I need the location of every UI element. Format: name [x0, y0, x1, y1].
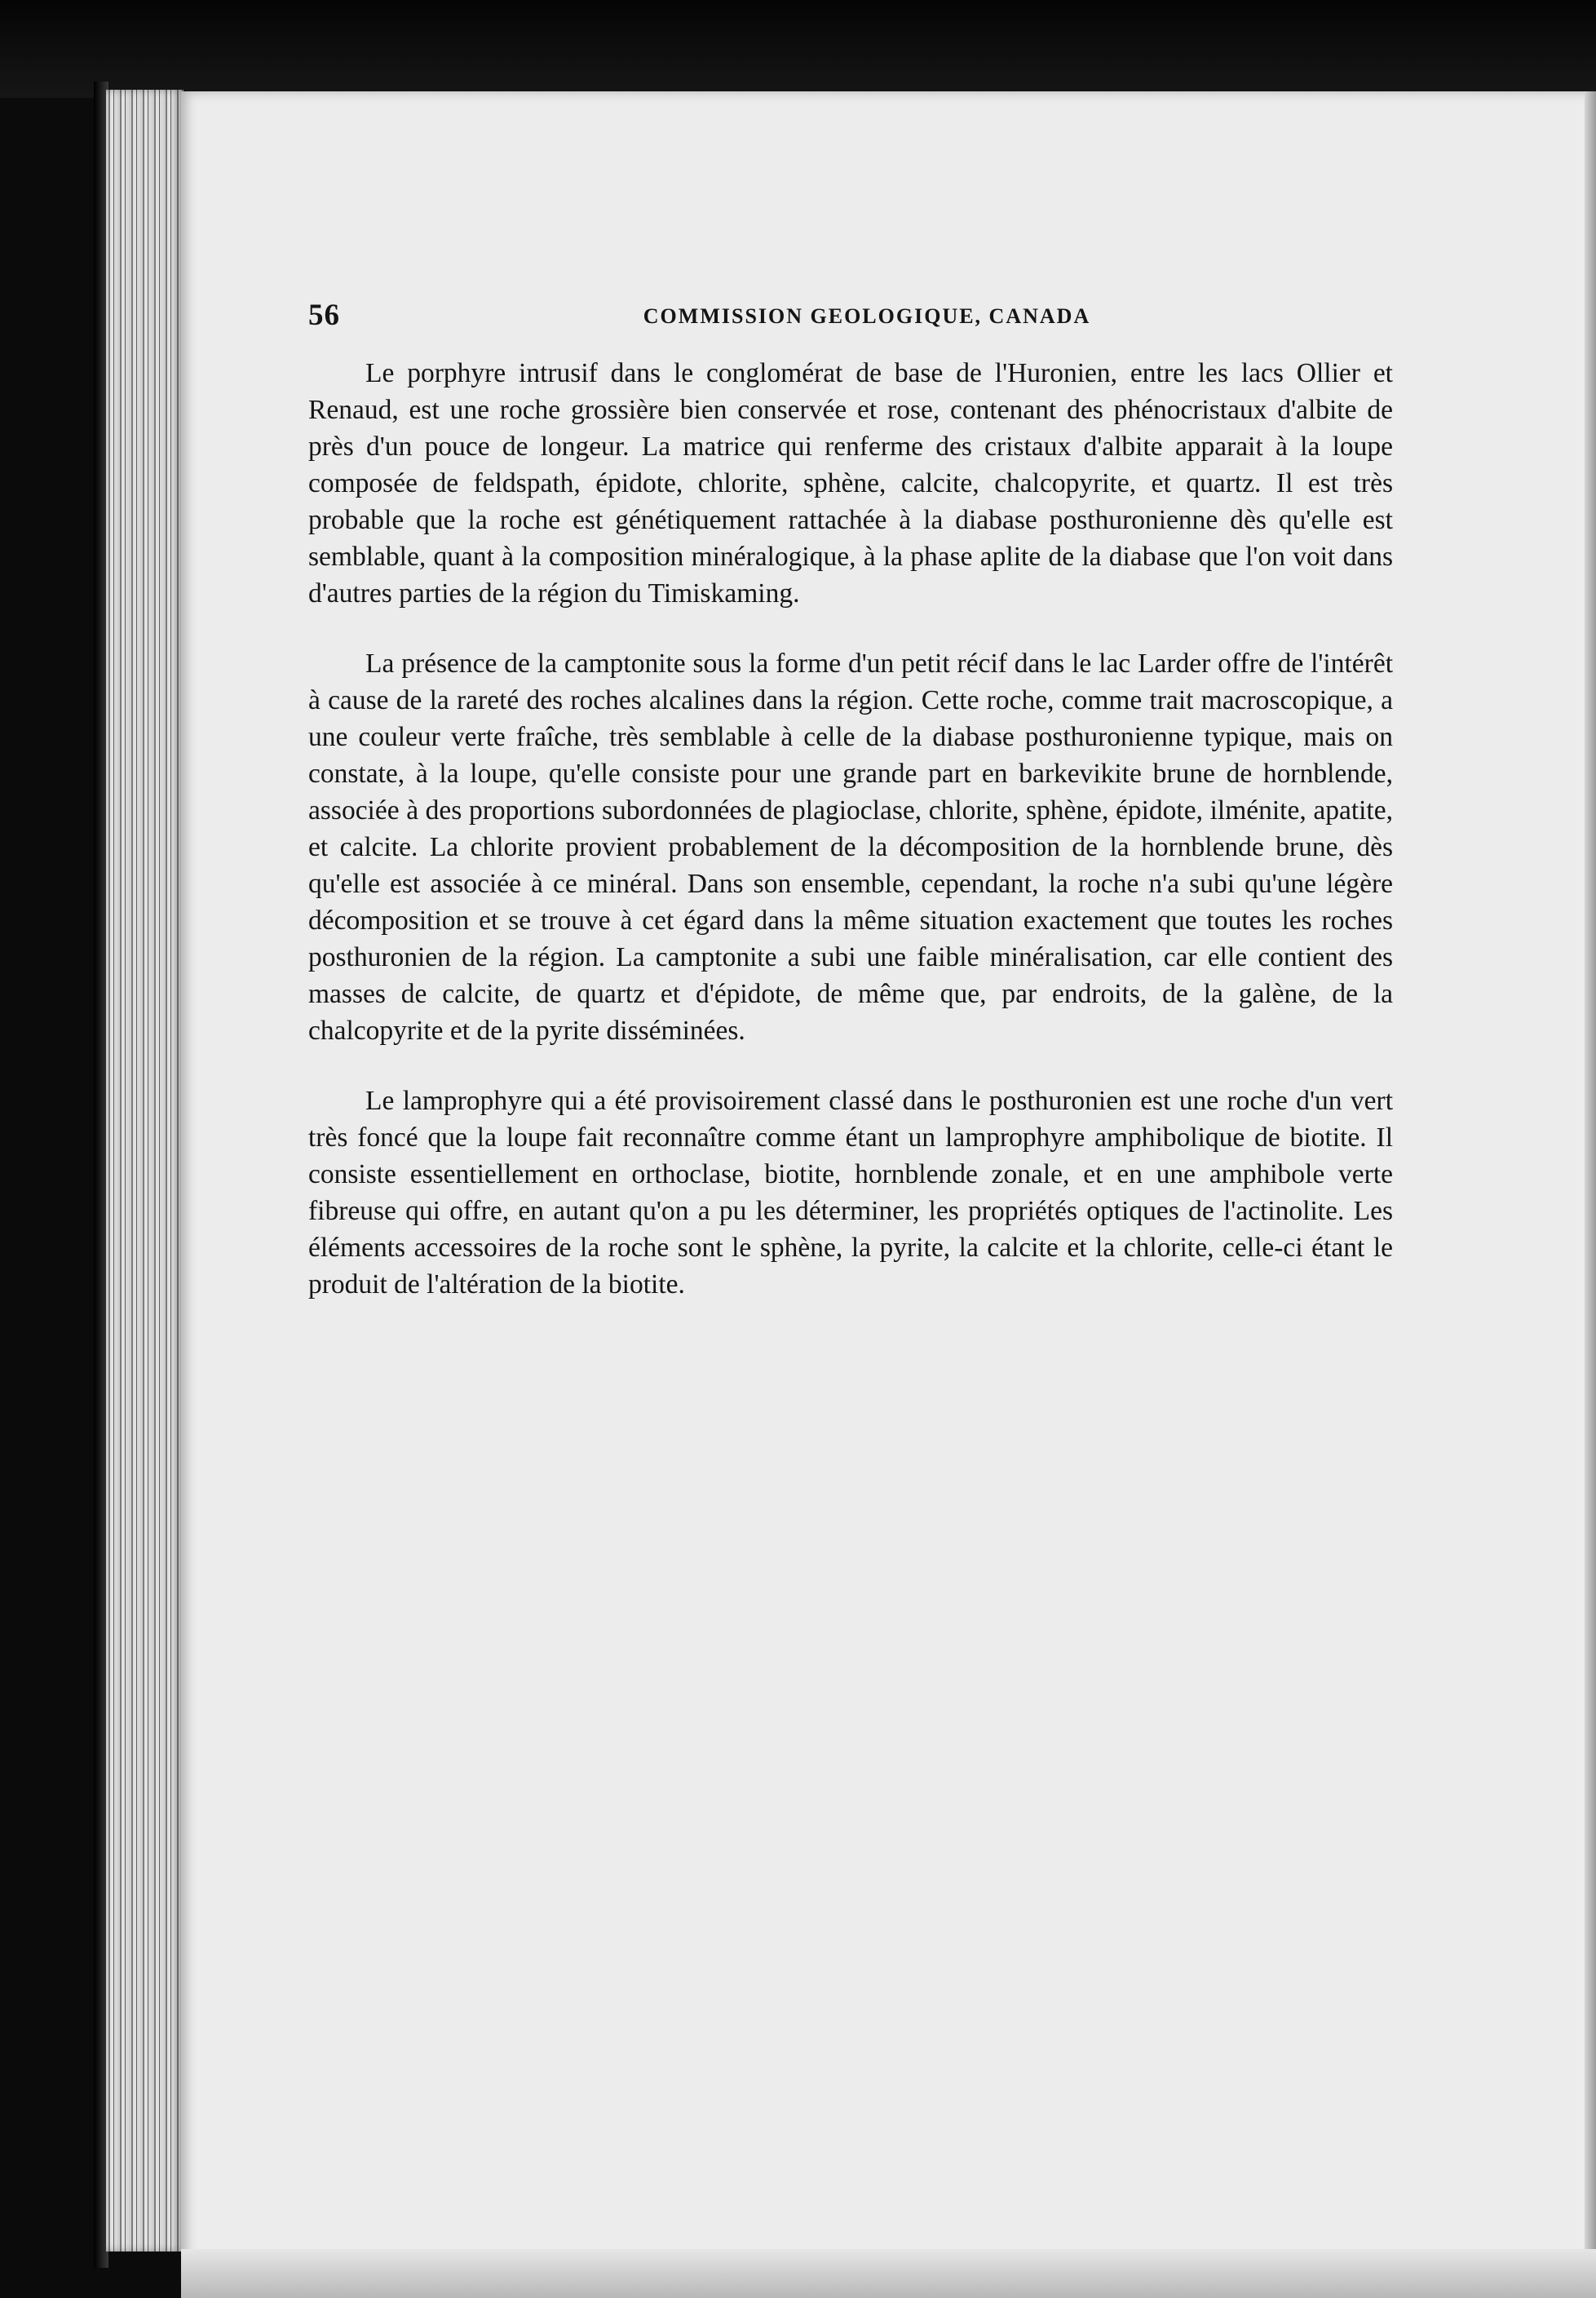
text-block — [308, 298, 1393, 1336]
scan-border-top — [0, 0, 1596, 98]
page-right-edge — [1585, 91, 1596, 2298]
running-head — [308, 298, 1393, 347]
page-stack-edge — [106, 90, 183, 2252]
paragraph-lamprophyre: Le lamprophyre qui a été provisoirement classé dans le posthuronien est une roche d'un vert très foncé que la loupe fait reconnaître comme étant un lamprophyre amphibolique de biotite. Il consiste essentiellement en orthoclase, biotite, hornblende zonale, et en une amphibole verte fibreuse qui offre, en autant qu'on a pu les déterminer, les propriétés optiques de l'actinolite. Les éléments accessoires de la roche sont le sphène, la pyrite, la calcite et la chlorite, celle-ci étant le produit de l'altération de la biotite. — [308, 1086, 1393, 1300]
page-number: 56 — [308, 299, 340, 332]
page-bottom-edge — [181, 2249, 1596, 2298]
running-head-title: COMMISSION GEOLOGIQUE, CANADA — [643, 304, 1091, 328]
paragraph-porphyre: Le porphyre intrusif dans le conglomérat de base de l'Huronien, entre les lacs Ollier et Renaud, est une roche grossière bien conservée et rose, contenant des phénocristaux d'albite de près d'un pouce de longeur. La matrice qui renferme des cristaux d'albite apparait à la loupe composée de feldspath, épidote, chlorite, sphène, calcite, chalcopyrite, et quartz. Il est très probable que la roche est génétiquement rattachée à la diabase posthuronienne dès qu'elle est semblable, quant à la composition minéralogique, à la phase aplite de la diabase que l'on voit dans d'autres parties de la région du Timiskaming. — [308, 358, 1393, 609]
paragraph-camptonite: La présence de la camptonite sous la forme d'un petit récif dans le lac Larder offre de l'intérêt à cause de la rareté des roches alcalines dans la région. Cette roche, comme trait macroscopique, a une couleur verte fraîche, très semblable à celle de la diabase posthuronienne typique, mais on constate, à la loupe, qu'elle consiste pour une grande part en barkevikite brune de hornblende, associée à des proportions subordonnées de plagioclase, chlorite, sphène, épidote, ilménite, apatite, et calcite. La chlorite provient probablement de la décomposition de la hornblende brune, dès qu'elle est associée à ce minéral. Dans son ensemble, cependant, la roche n'a subi qu'une légère décomposition et se trouve à cet égard dans la même situation exactement que toutes les roches posthuronien de la région. La camptonite a subi une faible minéralisation, car elle contient des masses de calcite, de quartz et d'épidote, de même que, par endroits, de la galène, de la chalcopyrite et de la pyrite disséminées. — [308, 649, 1393, 1046]
